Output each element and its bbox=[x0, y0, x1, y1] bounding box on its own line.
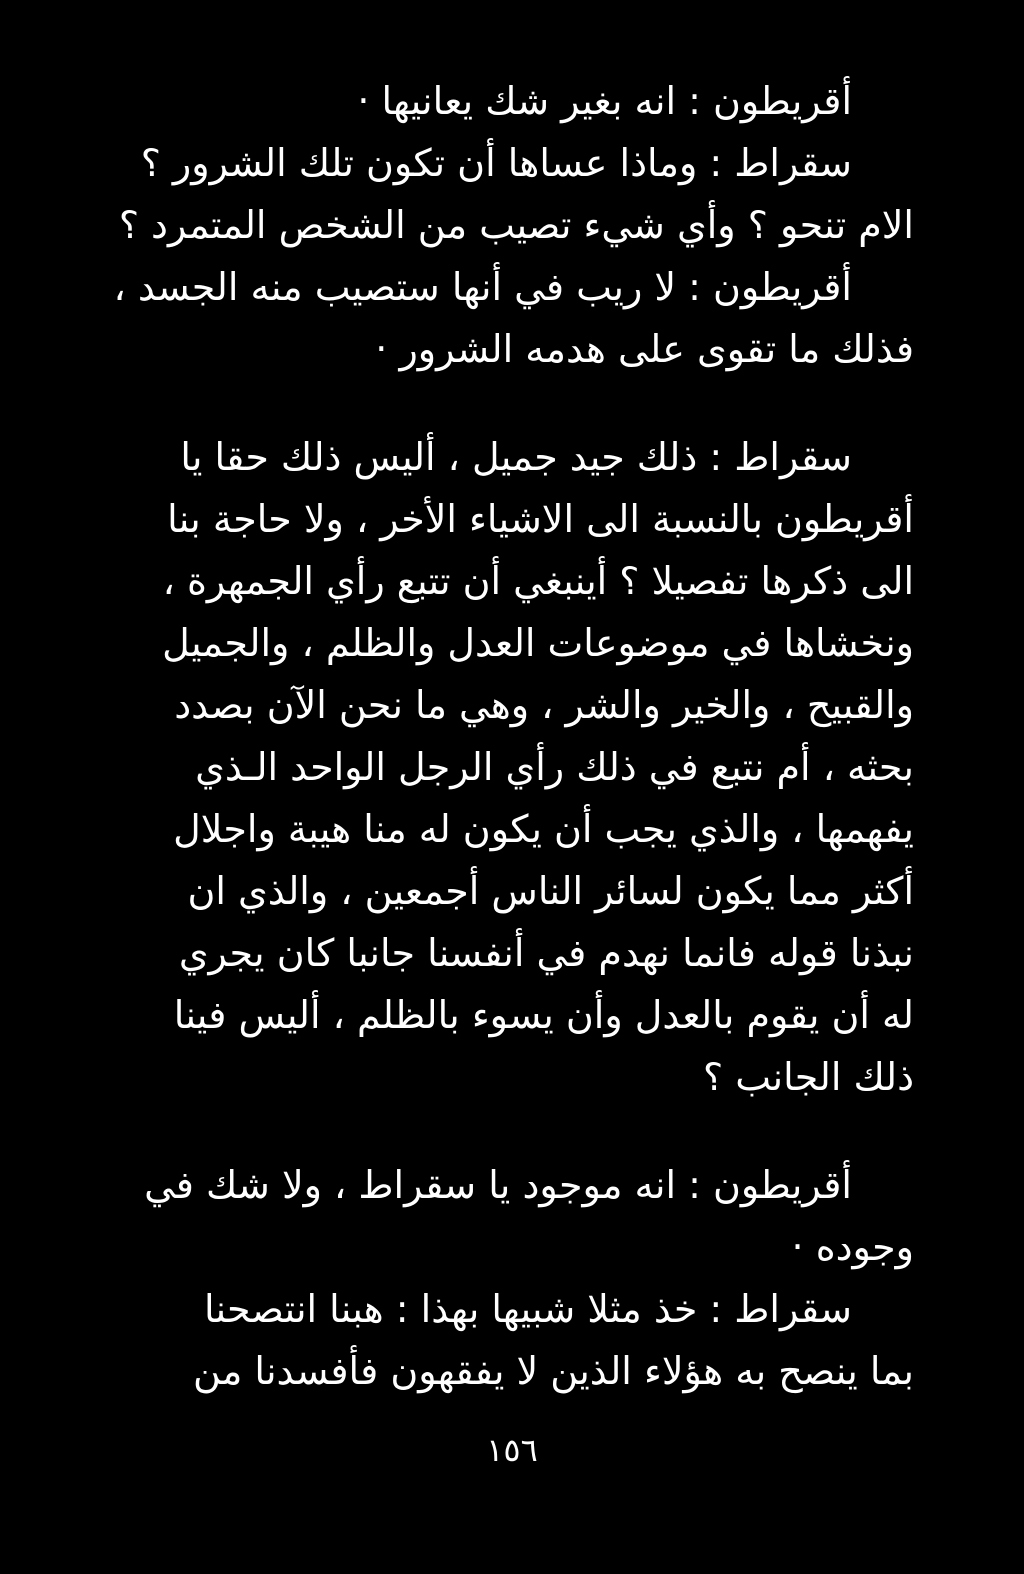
paragraph-gap bbox=[95, 380, 914, 426]
text-line: سقراط : وماذا عساها أن تكون تلك الشرور ؟ bbox=[140, 141, 852, 185]
paragraph-3 bbox=[95, 1154, 914, 1402]
text-line: نبذنا قوله فانما نهدم في أنفسنا جانبا كان يجري bbox=[178, 931, 914, 975]
paragraph-2 bbox=[95, 426, 914, 1108]
text-line: الام تنحو ؟ وأي شيء تصيب من الشخص المتمرد ؟ bbox=[118, 203, 914, 247]
text-line: سقراط : خذ مثلا شبيها بهذا : هبنا انتصحنا bbox=[203, 1287, 852, 1331]
text-line: وجوده · bbox=[791, 1225, 914, 1269]
text-line: أقريطون : انه بغير شك يعانيها · bbox=[357, 79, 852, 123]
paragraph-1 bbox=[95, 70, 914, 380]
text-line: له أن يقوم بالعدل وأن يسوء بالظلم ، أليس فينا bbox=[173, 993, 914, 1037]
text-line: أكثر مما يكون لسائر الناس أجمعين ، والذي ان bbox=[187, 869, 914, 913]
text-line: يفهمها ، والذي يجب أن يكون له منا هيبة واجلال bbox=[173, 807, 914, 851]
text-line: بحثه ، أم نتبع في ذلك رأي الرجل الواحد الـذي bbox=[195, 745, 914, 789]
text-line: ونخشاها في موضوعات العدل والظلم ، والجميل bbox=[162, 621, 914, 665]
text-line: ذلك الجانب ؟ bbox=[703, 1055, 914, 1099]
body-text bbox=[95, 70, 914, 1402]
text-line: سقراط : ذلك جيد جميل ، أليس ذلك حقا يا bbox=[180, 435, 852, 479]
text-line: الى ذكرها تفصيلا ؟ أينبغي أن تتبع رأي الجمهرة ، bbox=[162, 559, 914, 603]
paragraph-gap bbox=[95, 1108, 914, 1154]
text-line: فذلك ما تقوى على هدمه الشرور · bbox=[375, 327, 914, 371]
page-number: ١٥٦ bbox=[486, 1431, 538, 1469]
text-line: والقبيح ، والخير والشر ، وهي ما نحن الآن بصدد bbox=[174, 683, 914, 727]
text-line: بما ينصح به هؤلاء الذين لا يفقهون فأفسدنا من bbox=[193, 1349, 914, 1393]
text-line: أقريطون بالنسبة الى الاشياء الأخر ، ولا حاجة بنا bbox=[167, 497, 914, 541]
text-line: أقريطون : لا ريب في أنها ستصيب منه الجسد ، bbox=[113, 265, 852, 309]
text-line: أقريطون : انه موجود يا سقراط ، ولا شك في bbox=[144, 1163, 852, 1207]
